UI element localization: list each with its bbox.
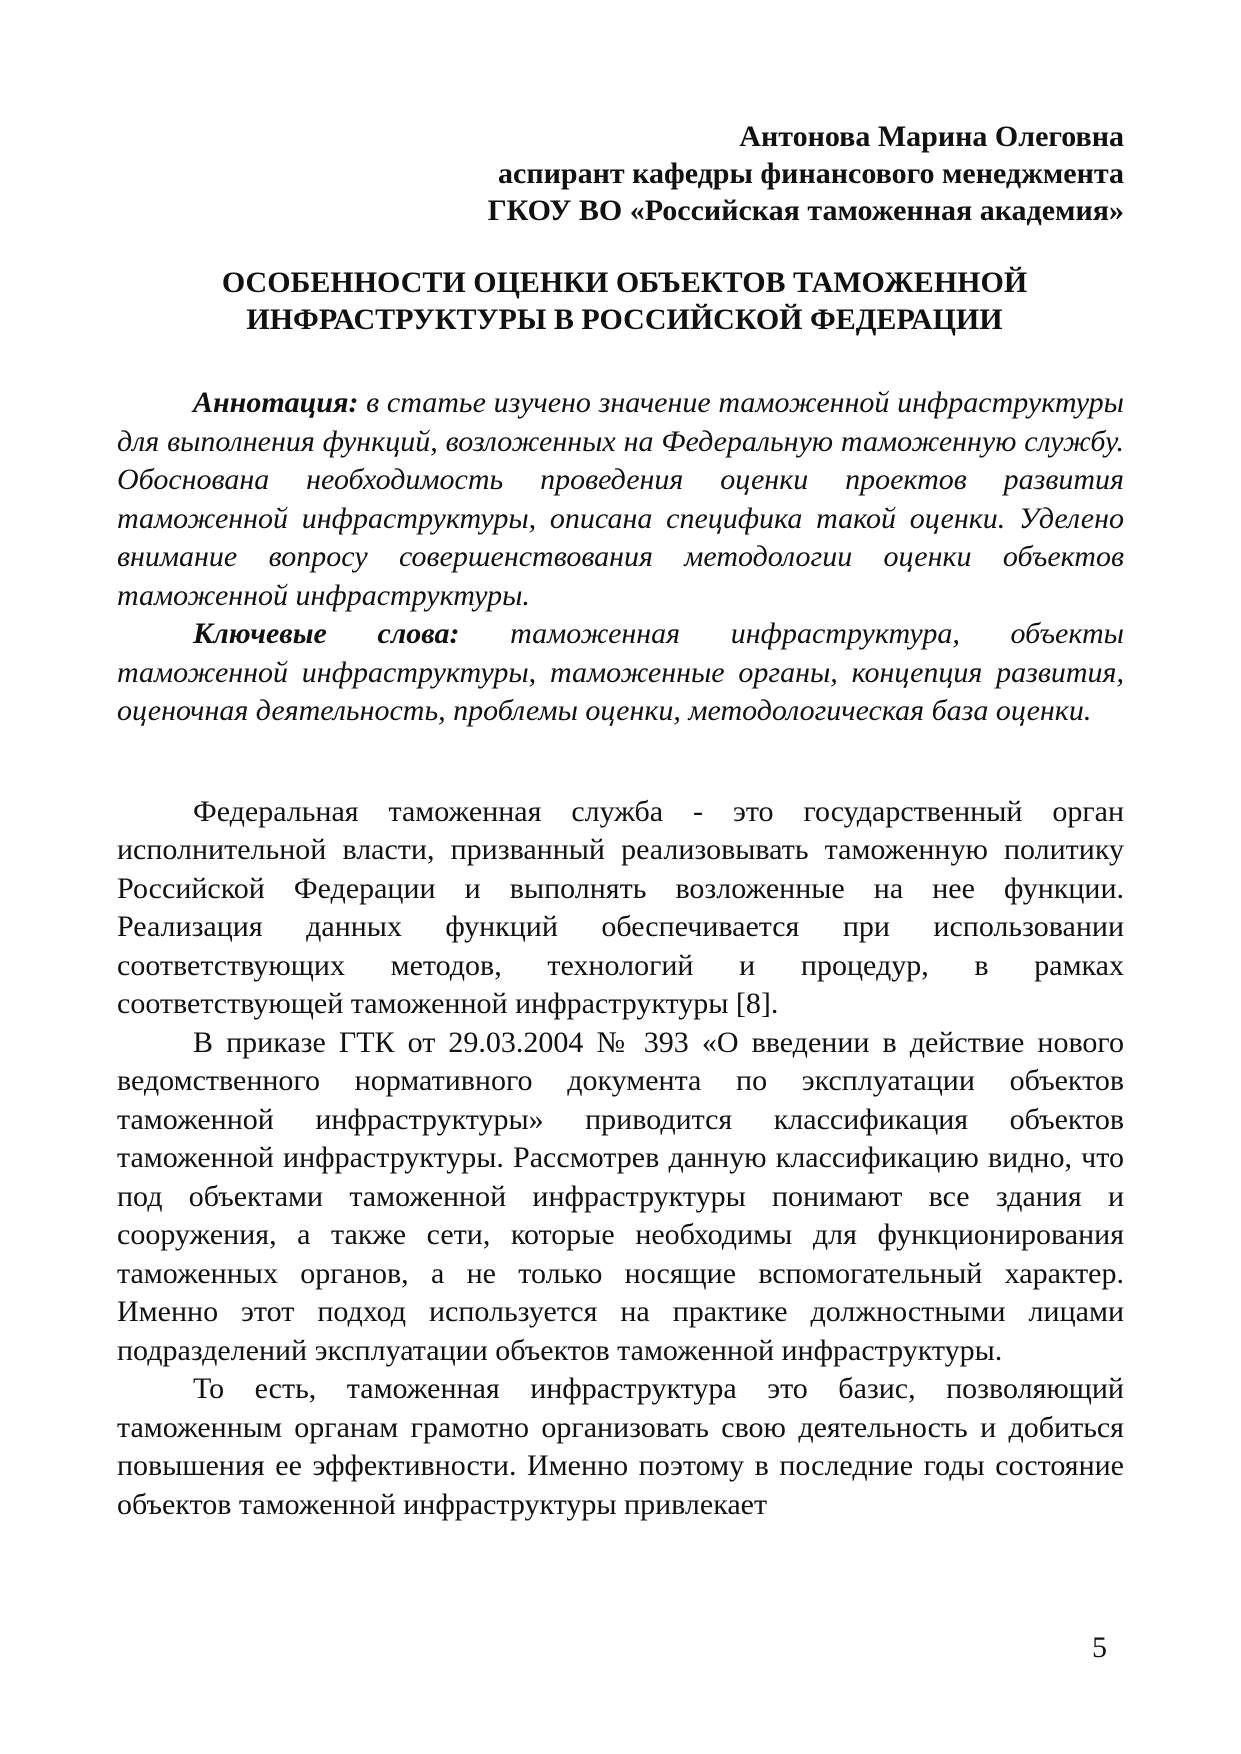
body-paragraph: То есть, таможенная инфраструктура это базис, позволяющий таможенным органам грамотно организовать свою деятельность и добиться повышения ее эффективности. Именно поэтому в последние годы состояние объектов таможенной инфраструктуры привлекает [117, 1372, 1124, 1521]
keywords-paragraph [117, 615, 1124, 731]
body-paragraph: Федеральная таможенная служба - это государственный орган исполнительной власти, призванный реализовывать таможенную политику Российской Федерации и выполнять возложенные на нее функции. Реализация данных функций обеспечивается при использовании соответствующих методов, технологий и процедур, в рамках соответствующей таможенной инфраструктуры [8]. [117, 794, 1124, 1020]
author-organization: ГКОУ ВО «Российская таможенная академия» [487, 194, 1124, 227]
annotation-section [117, 384, 1124, 731]
author-position: аспирант кафедры финансового менеджмента [498, 157, 1124, 190]
author-name: Антонова Марина Олеговна [739, 120, 1124, 153]
body-text [117, 793, 1124, 1525]
keywords-text: таможенная инфраструктура, объекты таможенной инфраструктуры, таможенные органы, концепция развития, оценочная деятельность, проблемы оценки, методологическая база оценки. [117, 617, 1124, 727]
article-title [117, 264, 1124, 338]
page-number: 5 [1092, 1631, 1107, 1664]
abstract-paragraph [117, 384, 1124, 615]
author-block [117, 118, 1124, 229]
keywords-label: Ключевые слова: [193, 617, 460, 650]
title-line-2: ИНФРАСТРУКТУРЫ В РОССИЙСКОЙ ФЕДЕРАЦИИ [246, 303, 1003, 336]
abstract-label: Аннотация: [193, 386, 359, 419]
page-content [117, 118, 1124, 1524]
abstract-text: в статье изучено значение таможенной инфраструктуры для выполнения функций, возложенных на Федеральную таможенную службу. Обоснована необходимость проведения оценки проектов развития таможенной инфраструктуры, описана специфика такой оценки. Уделено внимание вопросу совершенствования методологии оценки объектов таможенной инфраструктуры. [117, 386, 1124, 612]
title-line-1: ОСОБЕННОСТИ ОЦЕНКИ ОБЪЕКТОВ ТАМОЖЕННОЙ [221, 266, 1028, 299]
body-paragraph: В приказе ГТК от 29.03.2004 № 393 «О введении в действие нового ведомственного нормативного документа по эксплуатации объектов таможенной инфраструктуры» приводится классификация объектов таможенной инфраструктуры. Рассмотрев данную классификацию видно, что под объектами таможенной инфраструктуры понимают все здания и сооружения, а также сети, которые необходимы для функционирования таможенных органов, а не только носящие вспомогательный характер. Именно этот подход используется на практике должностными лицами подразделений эксплуатации объектов таможенной инфраструктуры. [117, 1025, 1124, 1367]
